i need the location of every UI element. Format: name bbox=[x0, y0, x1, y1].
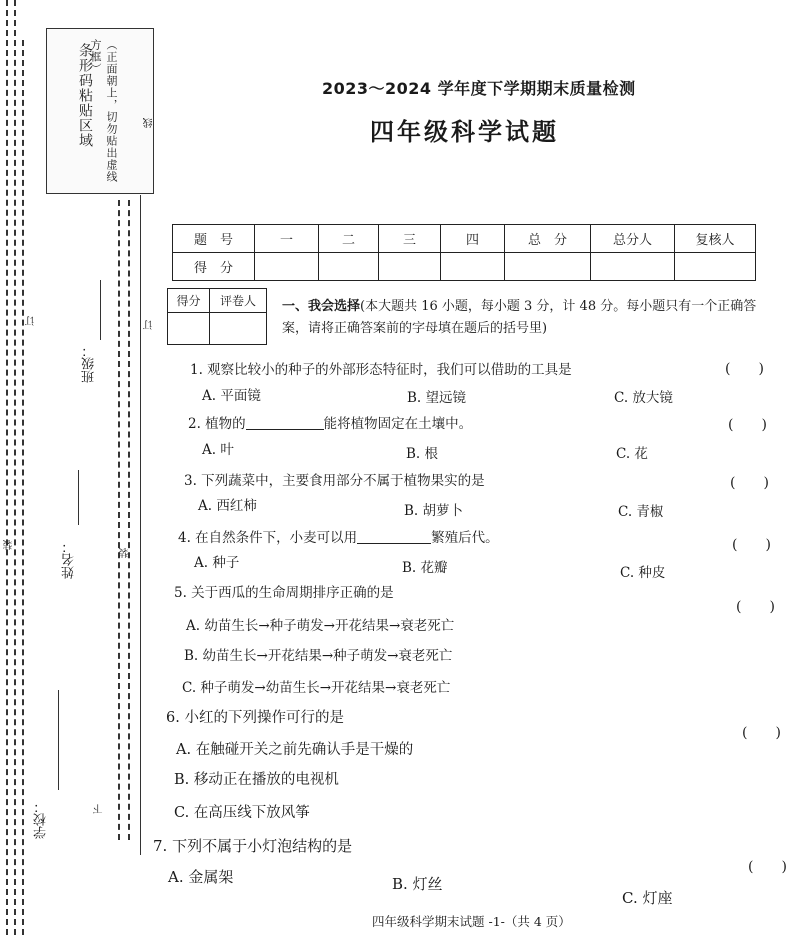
option-a: A. 种子 bbox=[194, 555, 240, 571]
grader-score-label: 得分 bbox=[168, 289, 210, 313]
stem-post: 繁殖后代。 bbox=[431, 530, 499, 546]
score-value-row bbox=[173, 253, 756, 281]
option-a: A. 平面镜 bbox=[202, 388, 261, 404]
fill-blank bbox=[357, 530, 431, 544]
class-line bbox=[100, 280, 101, 340]
mark-zhuang: 装 bbox=[120, 548, 131, 558]
option-b: B. 根 bbox=[406, 446, 439, 462]
option-a: A. 金属架 bbox=[168, 868, 234, 886]
question-stem: 3. 下列蔬菜中，主要食用部分不属于植物果实的是 bbox=[184, 473, 485, 489]
answer-paren[interactable]: ( ) bbox=[748, 859, 787, 875]
binding-dash-line bbox=[14, 0, 16, 935]
score-cell[interactable] bbox=[319, 253, 379, 281]
score-header-cell: 四 bbox=[441, 225, 505, 253]
mark-xia: 下 bbox=[94, 804, 105, 814]
binding-dash-line bbox=[128, 200, 130, 840]
option-c: C. 灯座 bbox=[622, 889, 673, 907]
stem-post: 能将植物固定在土壤中。 bbox=[323, 416, 473, 432]
option-c: C. 种子萌发→幼苗生长→开花结果→衰老死亡 bbox=[182, 680, 451, 696]
answer-paren[interactable]: ( ) bbox=[730, 475, 769, 491]
mark-xian: 线 bbox=[144, 118, 155, 128]
question-stem: 1. 观察比较小的种子的外部形态特征时，我们可以借助的工具是 bbox=[190, 362, 572, 378]
grader-table bbox=[167, 288, 267, 345]
stem-pre: 2. 植物的 bbox=[188, 416, 246, 432]
option-a: A. 西红柿 bbox=[198, 498, 257, 514]
mark-ding: 订 bbox=[144, 320, 155, 330]
score-cell[interactable] bbox=[441, 253, 505, 281]
score-header-cell: 一 bbox=[255, 225, 319, 253]
school-line bbox=[58, 690, 59, 790]
score-cell[interactable] bbox=[379, 253, 441, 281]
binding-strip bbox=[0, 0, 155, 935]
answer-paren[interactable]: ( ) bbox=[736, 599, 775, 615]
option-c: C. 青椒 bbox=[618, 504, 664, 520]
option-b: B. 幼苗生长→开花结果→种子萌发→衰老死亡 bbox=[184, 648, 453, 664]
binding-dash-line bbox=[118, 200, 120, 840]
class-label: 班级： bbox=[82, 344, 97, 383]
question-stem: 6. 小红的下列操作可行的是 bbox=[166, 710, 344, 726]
grader-score-cell[interactable] bbox=[168, 313, 210, 345]
fill-blank bbox=[246, 416, 324, 430]
barcode-title: 条形码粘贴区域 bbox=[77, 43, 93, 148]
score-table bbox=[172, 224, 756, 281]
answer-paren[interactable]: ( ) bbox=[732, 537, 771, 553]
score-header-cell: 二 bbox=[319, 225, 379, 253]
score-cell[interactable] bbox=[591, 253, 675, 281]
page-footer: 四年级科学期末试题 -1-（共 4 页） bbox=[372, 914, 571, 929]
score-cell[interactable] bbox=[255, 253, 319, 281]
binding-dash-line bbox=[22, 40, 24, 935]
score-header-row bbox=[173, 225, 756, 253]
option-c: C. 花 bbox=[616, 446, 648, 462]
option-a: A. 在触碰开关之前先确认手是干燥的 bbox=[176, 742, 414, 758]
score-cell[interactable] bbox=[675, 253, 756, 281]
score-header-cell: 复核人 bbox=[675, 225, 756, 253]
question-stem bbox=[178, 526, 499, 546]
mark-zhuang: 装 bbox=[4, 540, 15, 550]
grader-name-label: 评卷人 bbox=[210, 289, 267, 313]
binding-dash-line bbox=[6, 0, 8, 935]
subject-title: 四年级科学试题 bbox=[370, 118, 559, 146]
barcode-area bbox=[46, 28, 154, 194]
option-a: A. 叶 bbox=[202, 442, 234, 458]
school-label: 学校： bbox=[34, 800, 49, 839]
score-row-label: 得 分 bbox=[173, 253, 255, 281]
option-b: B. 灯丝 bbox=[392, 875, 443, 893]
option-b: B. 花瓣 bbox=[402, 560, 448, 576]
option-c: C. 种皮 bbox=[620, 565, 666, 581]
option-b: B. 望远镜 bbox=[407, 390, 467, 406]
answer-paren[interactable]: ( ) bbox=[728, 417, 767, 433]
section-heading: 一、我会选择 bbox=[282, 299, 361, 314]
section-instructions: (本大题共 16 小题，每小题 3 分，计 48 分。每小题只有一个正确答案，请将正确答案前的字母填在题后的括号里) bbox=[282, 299, 757, 336]
name-line bbox=[78, 470, 79, 525]
binding-solid-line bbox=[140, 195, 141, 855]
question-stem: 5. 关于西瓜的生命周期排序正确的是 bbox=[174, 585, 394, 601]
score-cell[interactable] bbox=[505, 253, 591, 281]
answer-paren[interactable]: ( ) bbox=[725, 361, 764, 377]
mark-ding: 订 bbox=[26, 316, 37, 326]
grader-name-cell[interactable] bbox=[210, 313, 267, 345]
question-stem bbox=[188, 412, 472, 432]
answer-paren[interactable]: ( ) bbox=[742, 725, 781, 741]
score-header-cell: 题 号 bbox=[173, 225, 255, 253]
score-header-cell: 总分人 bbox=[591, 225, 675, 253]
section-intro bbox=[282, 296, 772, 340]
option-b: B. 移动正在播放的电视机 bbox=[174, 772, 339, 788]
exam-title: 2023～2024 学年度下学期期末质量检测 bbox=[322, 79, 636, 98]
option-c: C. 在高压线下放风筝 bbox=[174, 805, 310, 821]
option-b: B. 胡萝卜 bbox=[404, 503, 464, 519]
option-a: A. 幼苗生长→种子萌发→开花结果→衰老死亡 bbox=[186, 618, 455, 634]
score-header-cell: 总 分 bbox=[505, 225, 591, 253]
question-stem: 7. 下列不属于小灯泡结构的是 bbox=[153, 837, 353, 855]
name-label: 姓名： bbox=[62, 540, 77, 579]
score-header-cell: 三 bbox=[379, 225, 441, 253]
option-c: C. 放大镜 bbox=[614, 390, 673, 406]
stem-pre: 4. 在自然条件下，小麦可以用 bbox=[178, 530, 358, 546]
barcode-note: （正面朝上，切勿贴出虚线方框） bbox=[89, 39, 118, 183]
